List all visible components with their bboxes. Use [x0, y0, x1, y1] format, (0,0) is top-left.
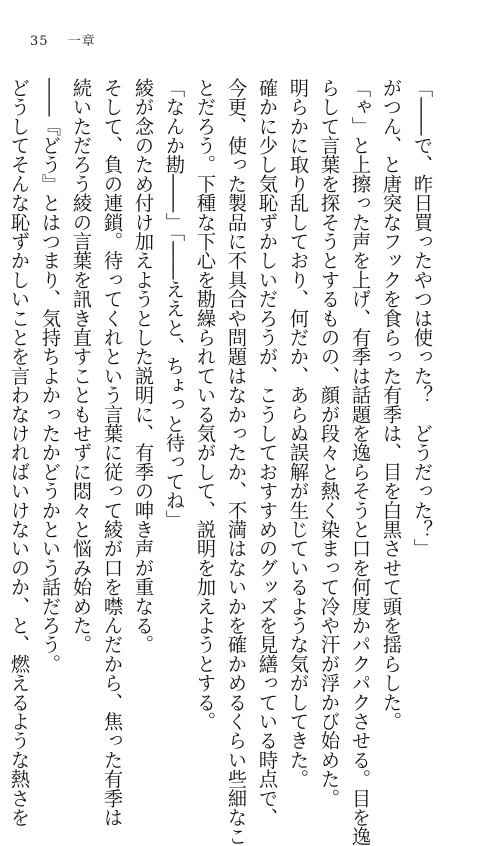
text-line [0, 78, 4, 678]
text-line: 確かに少し気恥ずかしいだろうが、こうしておすすめのグッズを見繕っている時点で、 [256, 78, 279, 827]
text-line: 明らかに取り乱しており、何だか、あらぬ誤解が生じているような気がしてきた。 [287, 78, 310, 789]
text-line: 「――で、昨日買ったやつは使った？ どうだった？」 [411, 78, 434, 558]
text-line: 「ゃ」と上擦った声を上げ、有季は話題を逸らそうと口を何度かパクパクさせる。目を逸 [349, 78, 372, 846]
text-line: がつん、と唐突なフックを食らった有季は、目を白黒させて頭を揺らした。 [380, 78, 403, 731]
text-line: らして言葉を探そうとするものの、顔が段々と熱く染まって冷や汗が浮かび始めた。 [318, 78, 341, 808]
text-line: ――『どう』とはつまり、気持ちよかったかどうかという話だろう。 [39, 78, 62, 674]
text-line: 「なんか勘――」「――ええと、ちょっと待ってね」 [163, 78, 186, 530]
running-header [30, 30, 96, 49]
text-line: 続いただろう綾の言葉を訊き直すこともせずに悶々と悩み始めた。 [70, 78, 93, 654]
text-line: 今更、使った製品に不具合や問題はなかったか、不満はないかを確かめるくらい些細なこ [225, 78, 248, 846]
text-line: どうしてそんな恥ずかしいことを言わなければいけないのか、と、燃えるような熱さを [8, 78, 31, 827]
vertical-text-body [8, 78, 438, 846]
chapter-title: 一章 [67, 34, 96, 49]
text-line: とだろう。下種な下心を勘繰られている気がして、説明を加えようとする。 [194, 78, 217, 731]
page-number: 35 [30, 34, 49, 49]
text-line: そして、負の連鎖。待ってくれという言葉に従って綾が口を噤んだから、焦った有季は [101, 78, 124, 827]
text-line: 綾が念のため付け加えようとした説明に、有季の呻き声が重なる。 [132, 78, 155, 654]
